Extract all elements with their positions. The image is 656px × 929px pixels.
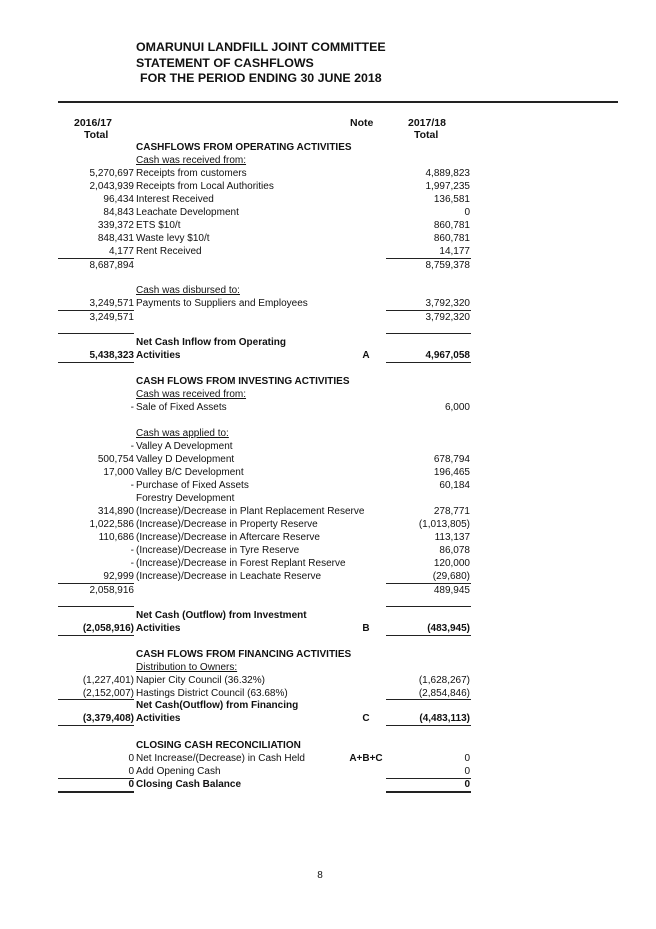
col-current-year: 2017/18 (408, 117, 446, 129)
row-label: Receipts from customers (136, 168, 247, 179)
table-row (0, 570, 656, 583)
current-closing: 0 (464, 779, 470, 790)
row-label: Sale of Fixed Assets (136, 402, 227, 413)
current-value: (1,628,267) (418, 675, 470, 686)
prior-value: 314,890 (97, 506, 134, 517)
section-heading: CASHFLOWS FROM OPERATING ACTIVITIES (136, 142, 352, 153)
prior-value: 339,372 (97, 220, 134, 231)
current-value: 0 (464, 753, 470, 764)
note-ref: C (362, 713, 370, 724)
table-row (0, 232, 656, 245)
prior-value: - (130, 558, 134, 569)
closing-row (0, 778, 656, 791)
table-row (0, 193, 656, 206)
subheading: Cash was received from: (136, 389, 247, 400)
prior-subtotal: 2,058,916 (89, 585, 134, 596)
current-value: 860,781 (433, 233, 470, 244)
prior-value: - (130, 402, 134, 413)
row-label: Napier City Council (36.32%) (136, 675, 265, 686)
current-net: 4,967,058 (425, 350, 470, 361)
net-row (0, 622, 656, 635)
current-value: 86,078 (439, 545, 470, 556)
row-label: Forestry Development (136, 493, 235, 504)
subheading: Cash was received from: (136, 155, 247, 166)
section-heading: CASH FLOWS FROM FINANCING ACTIVITIES (136, 649, 352, 660)
row-label: Net Increase/(Decrease) in Cash Held (136, 753, 305, 764)
net-label: Net Cash Inflow from Operating (136, 337, 287, 348)
table-row (0, 492, 656, 505)
row-label: Add Opening Cash (136, 766, 221, 777)
prior-value: 5,270,697 (89, 168, 134, 179)
net-label: Activities (136, 623, 181, 634)
net-underline (58, 725, 134, 726)
table-row (0, 752, 656, 765)
net-underline (58, 362, 134, 363)
current-value: (29,680) (432, 571, 470, 582)
current-value: 678,794 (433, 454, 470, 465)
prior-net: (3,379,408) (82, 713, 134, 724)
net-label: Activities (136, 713, 181, 724)
row-label: Waste levy $10/t (136, 233, 210, 244)
col-prior-total: Total (84, 129, 109, 141)
table-row (0, 206, 656, 219)
prior-value: 96,434 (103, 194, 134, 205)
row-label: (Increase)/Decrease in Tyre Reserve (136, 545, 300, 556)
section-heading: CLOSING CASH RECONCILIATION (136, 740, 301, 751)
table-row (0, 531, 656, 544)
investing-applied-heading-row (0, 427, 656, 440)
current-net: (4,483,113) (419, 713, 470, 724)
row-label: Valley A Development (136, 441, 233, 452)
prior-value: - (130, 441, 134, 452)
prior-value: 0 (128, 766, 134, 777)
row-label: Hastings District Council (63.68%) (136, 688, 288, 699)
prior-value: 84,843 (103, 207, 134, 218)
current-subtotal: 489,945 (433, 585, 470, 596)
current-value: 860,781 (433, 220, 470, 231)
current-value: (2,854,846) (418, 688, 470, 699)
table-row (0, 765, 656, 778)
closing-underline (58, 791, 134, 793)
prior-value: 110,686 (98, 532, 134, 543)
title-divider (58, 101, 618, 103)
current-value: 0 (464, 766, 470, 777)
net-underline (58, 635, 134, 636)
subtotal-row (0, 311, 656, 324)
statement-subtitle: STATEMENT OF CASHFLOWS (136, 55, 314, 70)
operating-heading-row (0, 141, 656, 154)
financing-heading-row (0, 648, 656, 661)
note-ref: A+B+C (349, 753, 383, 764)
subheading: Cash was disbursed to: (136, 285, 240, 296)
prior-closing: 0 (128, 779, 134, 790)
section-heading: CASH FLOWS FROM INVESTING ACTIVITIES (136, 376, 350, 387)
prior-value: 92,999 (103, 571, 134, 582)
net-row (0, 349, 656, 362)
prior-value: - (130, 480, 134, 491)
table-row (0, 453, 656, 466)
row-label: Purchase of Fixed Assets (136, 480, 249, 491)
net-label-row (0, 336, 656, 349)
row-label: Rent Received (136, 246, 202, 257)
prior-value: (1,227,401) (82, 675, 134, 686)
current-value: 3,792,320 (425, 298, 470, 309)
prior-subtotal: 8,687,894 (89, 260, 134, 271)
current-value: 0 (464, 207, 470, 218)
investing-received-heading-row (0, 388, 656, 401)
row-label: (Increase)/Decrease in Leachate Reserve (136, 571, 322, 582)
net-rule (58, 333, 134, 334)
row-label: Receipts from Local Authorities (136, 181, 274, 192)
prior-value: 848,431 (97, 233, 134, 244)
row-label: (Increase)/Decrease in Property Reserve (136, 519, 318, 530)
prior-value: 4,177 (108, 246, 134, 257)
subheading: Distribution to Owners: (136, 662, 238, 673)
subtotal-row (0, 584, 656, 597)
reconciliation-heading-row (0, 739, 656, 752)
row-label: (Increase)/Decrease in Aftercare Reserve (136, 532, 320, 543)
col-note: Note (350, 117, 374, 129)
current-value: 278,771 (433, 506, 470, 517)
table-row (0, 674, 656, 687)
prior-net: 5,438,323 (89, 350, 134, 361)
table-row (0, 466, 656, 479)
table-row (0, 245, 656, 258)
row-label: Leachate Development (136, 207, 239, 218)
period-subtitle: FOR THE PERIOD ENDING 30 JUNE 2018 (140, 71, 382, 85)
table-row (0, 167, 656, 180)
operating-disbursed-heading-row (0, 284, 656, 297)
prior-value: - (130, 545, 134, 556)
prior-net: (2,058,916) (82, 623, 134, 634)
table-row (0, 557, 656, 570)
prior-value: 3,249,571 (89, 298, 134, 309)
net-rule (58, 606, 134, 607)
col-current-total: Total (414, 129, 439, 141)
row-label: Valley B/C Development (136, 467, 244, 478)
org-title: OMARUNUI LANDFILL JOINT COMMITTEE (136, 40, 386, 54)
row-label: Valley D Development (136, 454, 235, 465)
table-row (0, 505, 656, 518)
operating-received-heading-row (0, 154, 656, 167)
page-number: 8 (317, 870, 323, 881)
net-label: Net Cash (Outflow) from Investment (136, 610, 307, 621)
prior-value: 500,754 (97, 454, 134, 465)
table-row (0, 180, 656, 193)
prior-value: 0 (128, 753, 134, 764)
col-prior-year: 2016/17 (74, 117, 112, 129)
closing-label: Closing Cash Balance (136, 779, 242, 790)
current-value: 120,000 (433, 558, 470, 569)
prior-value: 2,043,939 (89, 181, 134, 192)
current-net: (483,945) (427, 623, 470, 634)
current-value: 4,889,823 (425, 168, 470, 179)
current-subtotal: 8,759,378 (425, 260, 470, 271)
prior-value: (2,152,007) (82, 688, 134, 699)
subtotal-row (0, 259, 656, 272)
current-value: 1,997,235 (425, 181, 470, 192)
net-label: Net Cash(Outflow) from Financing (136, 700, 299, 711)
note-ref: B (362, 623, 370, 634)
row-label: (Increase)/Decrease in Forest Replant Reserve (136, 558, 346, 569)
net-rule (386, 606, 471, 607)
table-row (0, 479, 656, 492)
current-value: 136,581 (433, 194, 470, 205)
current-value: 113,137 (434, 532, 470, 543)
net-rule (386, 333, 471, 334)
prior-value: 1,022,586 (89, 519, 134, 530)
table-row (0, 544, 656, 557)
prior-value: 17,000 (103, 467, 134, 478)
net-underline (386, 725, 471, 726)
current-value: 14,177 (439, 246, 470, 257)
note-ref: A (362, 350, 370, 361)
current-value: 6,000 (444, 402, 470, 413)
net-label-row (0, 699, 656, 712)
financing-dist-heading-row (0, 661, 656, 674)
net-underline (386, 362, 471, 363)
investing-heading-row (0, 375, 656, 388)
current-value: 60,184 (439, 480, 470, 491)
row-label: Interest Received (136, 194, 214, 205)
current-value: (1,013,805) (418, 519, 470, 530)
current-subtotal: 3,792,320 (425, 312, 470, 323)
table-row (0, 440, 656, 453)
row-label: ETS $10/t (136, 220, 181, 231)
row-label: (Increase)/Decrease in Plant Replacement Reserve (136, 506, 365, 517)
net-label: Activities (136, 350, 181, 361)
net-label-row (0, 609, 656, 622)
table-row (0, 219, 656, 232)
current-value: 196,465 (433, 467, 470, 478)
subheading: Cash was applied to: (136, 428, 229, 439)
table-row (0, 518, 656, 531)
net-underline (386, 635, 471, 636)
row-label: Payments to Suppliers and Employees (136, 298, 308, 309)
table-row (0, 401, 656, 414)
table-row (0, 297, 656, 310)
prior-subtotal: 3,249,571 (89, 312, 134, 323)
closing-underline (386, 791, 471, 793)
net-row (0, 712, 656, 725)
